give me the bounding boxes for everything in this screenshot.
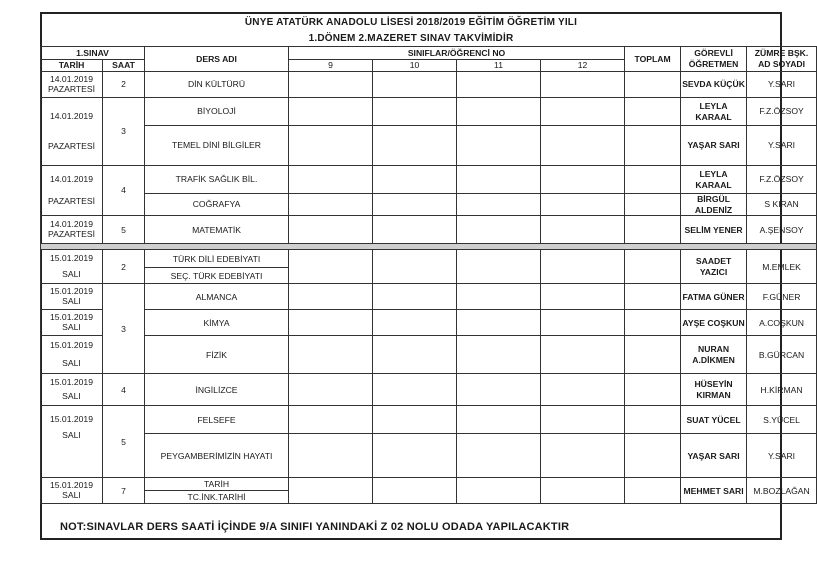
hour-cell: 5: [103, 406, 145, 478]
class-12-header: 12: [541, 60, 625, 72]
schedule-title: 1.DÖNEM 2.MAZERET SINAV TAKVİMİDİR: [308, 33, 514, 44]
teacher-cell: BİRGÜL ALDENİZ: [681, 194, 747, 216]
table-row: [41, 216, 817, 244]
course-cell: İNGİLİZCE: [145, 374, 289, 406]
teacher-cell: SELİM YENER: [681, 216, 747, 244]
course-cell: SEÇ. TÜRK EDEBİYATI: [145, 268, 289, 284]
course-cell: FELSEFE: [145, 406, 289, 434]
school-title: ÜNYE ATATÜRK ANADOLU LİSESİ 2018/2019 EĞİTİM ÖĞRETİM YILI: [244, 17, 578, 28]
teacher-cell: AYŞE COŞKUN: [681, 310, 747, 336]
date-cell: 15.01.2019 SALI: [41, 310, 103, 336]
zumre-cell: S KIRAN: [747, 194, 817, 216]
teacher-cell: MEHMET SARI: [681, 478, 747, 504]
teacher-cell: SUAT YÜCEL: [681, 406, 747, 434]
course-cell: COĞRAFYA: [145, 194, 289, 216]
hour-cell: 2: [103, 72, 145, 98]
hour-cell: 3: [103, 284, 145, 374]
zumre-cell: A.COŞKUN: [747, 310, 817, 336]
zumre-cell: F.GÜNER: [747, 284, 817, 310]
zumre-cell: B.GÜRCAN: [747, 336, 817, 374]
teacher-cell: LEYLA KARAAL: [681, 166, 747, 194]
zumre-cell: A.ŞENSOY: [747, 216, 817, 244]
total-header: TOPLAM: [625, 47, 681, 72]
table-row: [41, 336, 817, 374]
course-cell: TARİH: [145, 478, 289, 491]
teacher-cell: NURAN A.DİKMEN: [681, 336, 747, 374]
exam-group-header: 1.SINAV: [41, 47, 145, 60]
course-cell: TRAFİK SAĞLIK BİL.: [145, 166, 289, 194]
teacher-cell: SAADET YAZICI: [681, 250, 747, 284]
header-row-1: [41, 47, 817, 60]
course-cell: DİN KÜLTÜRÜ: [145, 72, 289, 98]
teacher-cell: YAŞAR SARI: [681, 126, 747, 166]
date-cell: 14.01.2019 PAZARTESİ: [41, 98, 103, 166]
zumre-cell: H.KİRMAN: [747, 374, 817, 406]
date-cell: 15.01.2019 SALI: [41, 284, 103, 310]
class-11-header: 11: [457, 60, 541, 72]
table-row: [41, 98, 817, 126]
hour-cell: 4: [103, 374, 145, 406]
teacher-cell: HÜSEYİN KIRMAN: [681, 374, 747, 406]
date-cell: 14.01.2019 PAZARTESİ: [41, 166, 103, 216]
date-cell: 15.01.2019 SALI: [41, 250, 103, 284]
zumre-cell: M.EMLEK: [747, 250, 817, 284]
zumre-cell: S.YÜCEL: [747, 406, 817, 434]
classes-header: SINIFLAR/ÖĞRENCİ NO: [289, 47, 625, 60]
table-row: [41, 72, 817, 98]
class-10-header: 10: [373, 60, 457, 72]
exam-schedule-table: [40, 46, 817, 504]
table-row: [41, 166, 817, 194]
course-cell: TEMEL DİNİ BİLGİLER: [145, 126, 289, 166]
date-header: TARİH: [41, 60, 103, 72]
course-cell: ALMANCA: [145, 284, 289, 310]
date-cell: 15.01.2019 SALI: [41, 336, 103, 374]
date-cell: 14.01.2019 PAZARTESİ: [41, 72, 103, 98]
zumre-header: ZÜMRE BŞK. AD SOYADI: [747, 47, 817, 72]
table-row: [41, 406, 817, 434]
teacher-cell: LEYLA KARAAL: [681, 98, 747, 126]
teacher-cell: FATMA GÜNER: [681, 284, 747, 310]
zumre-cell: F.Z.ÖZSOY: [747, 166, 817, 194]
course-cell: TC.İNK.TARİHİ: [145, 491, 289, 504]
course-cell: BİYOLOJİ: [145, 98, 289, 126]
course-cell: TÜRK DİLİ EDEBİYATI: [145, 250, 289, 268]
zumre-cell: Y.SARI: [747, 126, 817, 166]
date-cell: 15.01.2019 SALI: [41, 478, 103, 504]
zumre-cell: M.BOZLAĞAN: [747, 478, 817, 504]
course-cell: MATEMATİK: [145, 216, 289, 244]
hour-cell: 7: [103, 478, 145, 504]
teacher-cell: SEVDA KÜÇÜK: [681, 72, 747, 98]
date-cell: 15.01.2019 SALI: [41, 406, 103, 478]
course-cell: KİMYA: [145, 310, 289, 336]
teacher-cell: YAŞAR SARI: [681, 434, 747, 478]
table-row: [41, 478, 817, 491]
table-row: [41, 310, 817, 336]
table-row: [41, 126, 817, 166]
teacher-header: GÖREVLİ ÖĞRETMEN: [681, 47, 747, 72]
course-cell: FİZİK: [145, 336, 289, 374]
table-row: [41, 434, 817, 478]
zumre-cell: Y.SARI: [747, 434, 817, 478]
table-row: [41, 250, 817, 268]
zumre-cell: F.Z.ÖZSOY: [747, 98, 817, 126]
hour-header: SAAT: [103, 60, 145, 72]
hour-cell: 5: [103, 216, 145, 244]
table-row: [41, 284, 817, 310]
table-row: [41, 194, 817, 216]
footer-note: NOT:SINAVLAR DERS SAATİ İÇİNDE 9/A SINIFI YANINDAKİ Z 02 NOLU ODADA YAPILACAKTIR: [60, 521, 570, 533]
date-cell: 14.01.2019 PAZARTESİ: [41, 216, 103, 244]
hour-cell: 2: [103, 250, 145, 284]
hour-cell: 3: [103, 98, 145, 166]
zumre-cell: Y.SARI: [747, 72, 817, 98]
class-9-header: 9: [289, 60, 373, 72]
course-cell: PEYGAMBERİMİZİN HAYATI: [145, 434, 289, 478]
course-header: DERS ADI: [145, 47, 289, 72]
hour-cell: 4: [103, 166, 145, 216]
table-row: [41, 374, 817, 406]
date-cell: 15.01.2019 SALI: [41, 374, 103, 406]
